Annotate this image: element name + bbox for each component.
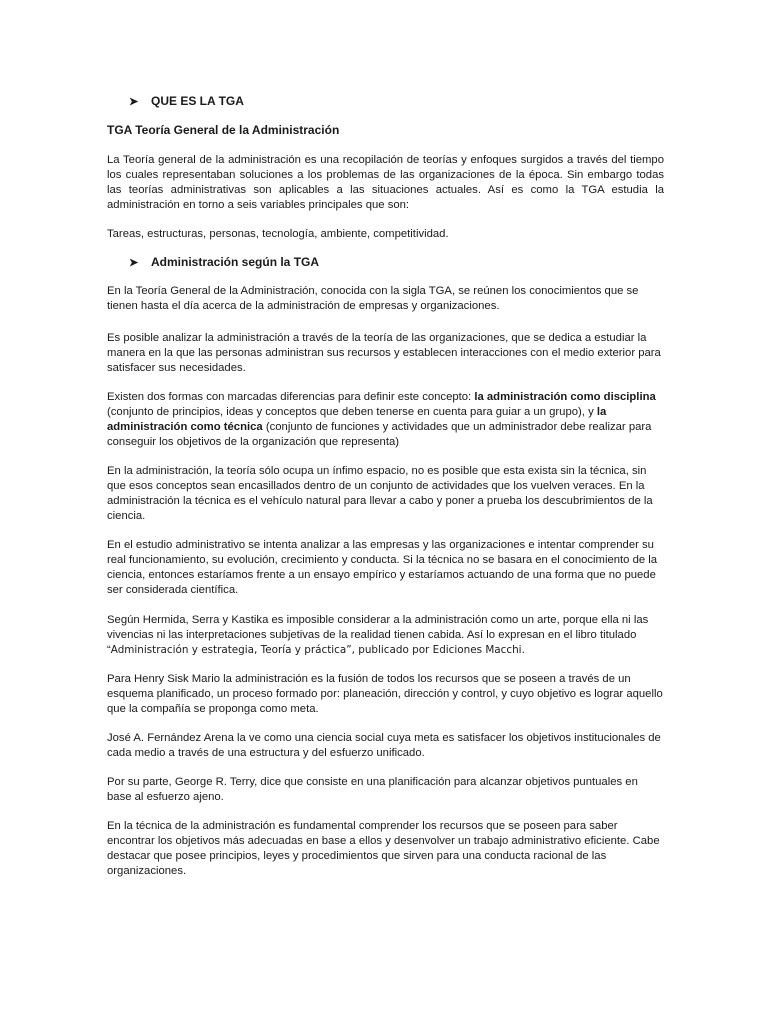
p3-text-d: (conjunto de funciones y actividades que un administrador debe realizar para conseguir los objetivos de la organización que representa)	[107, 421, 652, 448]
paragraph-10: En la técnica de la administración es fundamental comprender los recursos que se poseen para saber encontrar los objetivos más adecuadas en base a ellos y desenvolver un trabajo administrativo eficiente. Cabe destacar que posee principios, leyes y procedimientos que sirven para una conducta racional de las organizaciones.	[107, 820, 660, 877]
heading-que-es-la-tga	[129, 94, 244, 110]
variables-paragraph: Tareas, estructuras, personas, tecnología, ambiente, competitividad.	[107, 228, 449, 240]
arrow-bullet-icon: ➤	[129, 257, 139, 269]
paragraph-9: Por su parte, George R. Terry, dice que consiste en una planificación para alcanzar objetivos puntuales en base al esfuerzo ajeno.	[107, 776, 638, 803]
paragraph-3	[107, 390, 664, 450]
arrow-bullet-icon: ➤	[129, 96, 139, 108]
p6-book-title: Administración y estrategia, Teoría y práctica”, publicado por Ediciones Macchi.	[110, 644, 525, 656]
section-subtitle: TGA Teoría General de la Administración	[107, 123, 340, 137]
paragraph-1: En la Teoría General de la Administración, conocida con la sigla TGA, se reúnen los conocimientos que se tienen hasta el día acerca de la administración de empresas y organizaciones.	[107, 285, 639, 312]
intro-paragraph: La Teoría general de la administración es una recopilación de teorías y enfoques surgidos a través del tiempo los cuales representaban soluciones a los problemas de las organizaciones de la época. Sin embargo todas las teorías administrativas son aplicables a las situaciones actuales. Así es como la TGA estudia la administración en torno a seis variables principales que son:	[107, 154, 664, 211]
heading-text: QUE ES LA TGA	[151, 94, 244, 108]
heading-text: Administración según la TGA	[151, 255, 320, 269]
paragraph-7: Para Henry Sisk Mario la administración es la fusión de todos los recursos que se poseen a través de un esquema planificado, un proceso formado por: planeación, dirección y control, y cuyo objetivo es lograr aquello que la compañía se proponga como meta.	[107, 673, 663, 715]
paragraph-8: José A. Fernández Arena la ve como una ciencia social cuya meta es satisfacer los objetivos institucionales de cada medio a través de una estructura y del esfuerzo unificado.	[107, 732, 661, 759]
p3-bold-disciplina: la administración como disciplina	[474, 391, 656, 403]
p3-bold-tecnica: la administración como técnica	[107, 406, 607, 433]
heading-administracion-segun-tga	[129, 255, 319, 271]
p6-text-a: Según Hermida, Serra y Kastika es imposible considerar a la administración como un arte, porque ella ni las vivencias ni las interpretaciones subjetivas de la realidad tienen cabida. Así lo expresan en el libro titulado “	[107, 614, 649, 656]
paragraph-6	[107, 613, 664, 658]
paragraph-5: En el estudio administrativo se intenta analizar a las empresas y las organizaciones e intentar comprender su real funcionamiento, su evolución, crecimiento y conducta. Si la técnica no se basara en el conocimiento de la ciencia, entonces estaríamos frente a un ensayo empírico y estaríamos actuando de una forma que no puede ser considerada científica.	[107, 539, 658, 596]
p3-text-c: (conjunto de principios, ideas y conceptos que deben tenerse en cuenta para guiar a un grupo), y	[107, 406, 597, 418]
paragraph-2: Es posible analizar la administración a través de la teoría de las organizaciones, que se dedica a estudiar la manera en la que las personas administran sus recursos y establecen interacciones con el medio exterior para satisfacer sus necesidades.	[107, 332, 661, 374]
paragraph-4: En la administración, la teoría sólo ocupa un ínfimo espacio, no es posible que esta exista sin la técnica, sin que esos conceptos sean encasillados dentro de un conjunto de actividades que los vuelven veraces. En la administración la técnica es el vehículo natural para llevar a cabo y poner a prueba los descubrimientos de la ciencia.	[107, 465, 653, 522]
p3-text-a: Existen dos formas con marcadas diferencias para definir este concepto:	[107, 391, 475, 403]
